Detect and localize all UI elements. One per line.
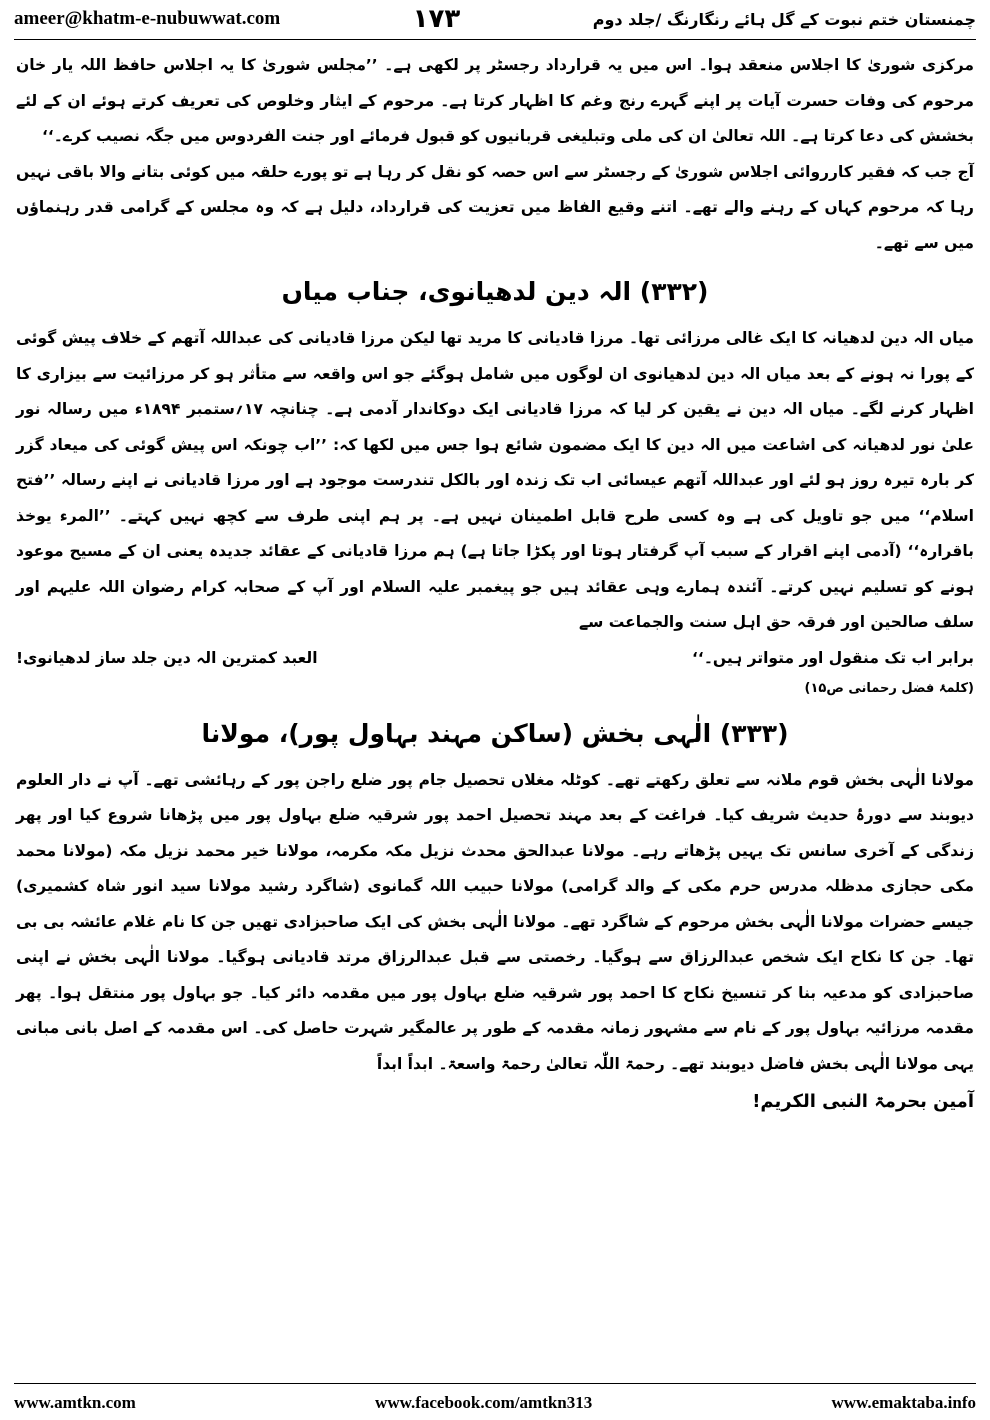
book-title: چمنستان ختم نبوت کے گل ہائے رنگارنگ /جلد دوم — [592, 9, 976, 29]
section-332-signature-line — [16, 641, 974, 675]
section-333-arabic-inline: رحمۃ اللّٰہ تعالیٰ رحمۃ واسعۃ۔ ابداً ابداً — [376, 1054, 665, 1073]
page-body — [16, 48, 974, 1122]
header-divider — [14, 39, 976, 40]
footer-link-facebook[interactable]: www.facebook.com/amtkn313 — [375, 1393, 593, 1412]
section-332-body: میاں الہ دین لدھیانہ کا ایک غالی مرزائی تھا۔ مرزا قادیانی کا مرید تھا لیکن مرزا قادیانی کی عبداللہ آتھم کے خلاف پیش گوئی کے پورا نہ ہونے کے بعد میاں الہ دین لدھیانوی ان لوگوں میں شامل ہوگئے جو اس واقعہ سے متأثر ہو کر مرزائیت سے بیزاری کا اظہار کرنے لگے۔ میاں الہ دین نے یقین کر لیا کہ مرزا قادیانی ایک دوکاندار آدمی ہے۔ چنانچہ ۱۷؍ستمبر ۱۸۹۴ء میں رسالہ نور علیٰ نور لدھیانہ کی اشاعت میں الہ دین کا ایک مضمون شائع ہوا جس میں لکھا کہ: ’’اب چونکہ اس پیش گوئی کی میعاد گزر کر بارہ تیرہ روز ہو لئے اور عبداللہ آتھم عیسائی اب تک زندہ اور بالکل تندرست موجود ہے اور مرزا قادیانی نے اپنے رسالہ ’’فتح اسلام‘‘ میں جو تاویل کی ہے وہ کسی طرح قابل اطمینان نہیں ہے۔ پر ہم اپنی طرف سے کچھ نہیں کہتے۔ ’’المرء یوخذ باقرارہ‘‘ (آدمی اپنے اقرار کے سبب آپ گرفتار ہوتا اور پکڑا جاتا ہے) ہم مرزا قادیانی کے عقائد جدیدہ یعنی ان کے مسیح موعود ہونے کو تسلیم نہیں کرتے۔ آئندہ ہمارے وہی عقائد ہیں جو پیغمبر علیہ السلام اور آپ کے صحابہ کرام رضوان اللہ علیہم اور سلف صالحین اور فرقہ حق اہل سنت والجماعت سے — [16, 329, 974, 631]
section-333-text: مولانا الٰہی بخش قوم ملانہ سے تعلق رکھتے تھے۔ کوٹلہ مغلاں تحصیل جام پور ضلع راجن پور کے رہائشی تھے۔ آپ نے دار العلوم دیوبند سے دورۂ حدیث شریف کیا۔ فراغت کے بعد مہند تحصیل احمد پور شرقیہ ضلع بہاول پور میں پڑھانا شروع کیا اور پھر زندگی کے آخری سانس تک یہیں پڑھاتے رہے۔ مولانا عبدالحق محدث نزیل مکہ مکرمہ، مولانا خیر محمد نزیل مکہ (مولانا محمد مکی حجازی مدظلہ مدرس حرم مکی کے والد گرامی) مولانا حبیب اللہ گمانوی (شاگرد رشید مولانا سید انور شاہ کشمیری) جیسے حضرات مولانا الٰہی بخش مرحوم کے شاگرد تھے۔ مولانا الٰہی بخش کی ایک صاحبزادی تھیں جن کا نام غلام عائشہ بی بی تھا۔ جن کا نکاح ایک شخص عبدالرزاق سے ہوگیا۔ رخصتی سے قبل عبدالرزاق مرتد قادیانی ہوگیا۔ مولانا الٰہی بخش نے اپنی صاحبزادی کو مدعیہ بنا کر تنسیخ نکاح کا احمد پور شرقیہ ضلع بہاول پور میں مقدمہ دائر کیا۔ جو بہاول پور منتقل ہوا۔ پھر مقدمہ مرزائیہ بہاول پور کے نام سے مشہور زمانہ مقدمہ کے طور پر عالمگیر شہرت حاصل کی۔ اس مقدمہ کے اصل بانی مبانی یہی مولانا الٰہی بخش فاضل دیوبند تھے۔ — [16, 770, 974, 1073]
section-333-heading: (۳۳۳) الٰہی بخش (ساکن مہند بہاول پور)، مولانا — [201, 718, 789, 748]
footer-link-emaktaba[interactable]: www.emaktaba.info — [831, 1393, 976, 1412]
page-header — [14, 0, 976, 38]
intro-paragraph-2: آج جب کہ فقیر کارروائی اجلاس شوریٰ کے رجسٹر سے اس حصہ کو نقل کر رہا ہے تو پورے حلقہ میں کوئی بتانے والا باقی نہیں رہا کہ مرحوم کہاں کے رہنے والے تھے۔ اتنے وقیع الفاظ میں تعزیت کی قرارداد، دلیل ہے کہ وہ مجلس کے گرامی قدر رہنماؤں میں سے تھے۔ — [16, 162, 974, 252]
intro-paragraph-1: مرکزی شوریٰ کا اجلاس منعقد ہوا۔ اس میں یہ قرارداد رجسٹر پر لکھی ہے۔ ’’مجلس شوریٰ کا یہ اجلاس حافظ اللہ یار خان مرحوم کی وفات حسرت آیات پر اپنے گہرے رنج وغم کا اظہار کرتا ہے۔ مرحوم کے ایثار وخلوص کی تعریف کرتے ہوئے ان کے لئے بخشش کی دعا کرتا ہے۔ اللہ تعالیٰ ان کی ملی وتبلیغی قربانیوں کو قبول فرمائے اور جنت الفردوس میں جگہ نصیب کرے۔‘‘ — [16, 56, 974, 145]
section-332-signature: العبد کمترین الہ دین جلد ساز لدھیانوی! — [16, 648, 318, 667]
section-332-heading: (۳۳۲) الہ دین لدھیانوی، جناب میاں — [281, 277, 709, 306]
section-332-last-line: برابر اب تک منقول اور متواتر ہیں۔‘‘ — [692, 648, 974, 667]
header-email[interactable]: ameer@khatm-e-nubuwwat.com — [14, 8, 281, 29]
section-333-arabic-closing: آمین بحرمۃ النبی الکریم! — [752, 1091, 974, 1112]
footer-divider — [14, 1383, 976, 1384]
section-333-body — [16, 763, 974, 1083]
section-332-reference: (کلمۂ فضل رحمانی ص۱۵) — [804, 680, 974, 696]
footer-link-amtkn[interactable]: www.amtkn.com — [14, 1393, 136, 1412]
page-number: ۱۷۳ — [412, 4, 461, 34]
page-footer — [14, 1386, 976, 1420]
